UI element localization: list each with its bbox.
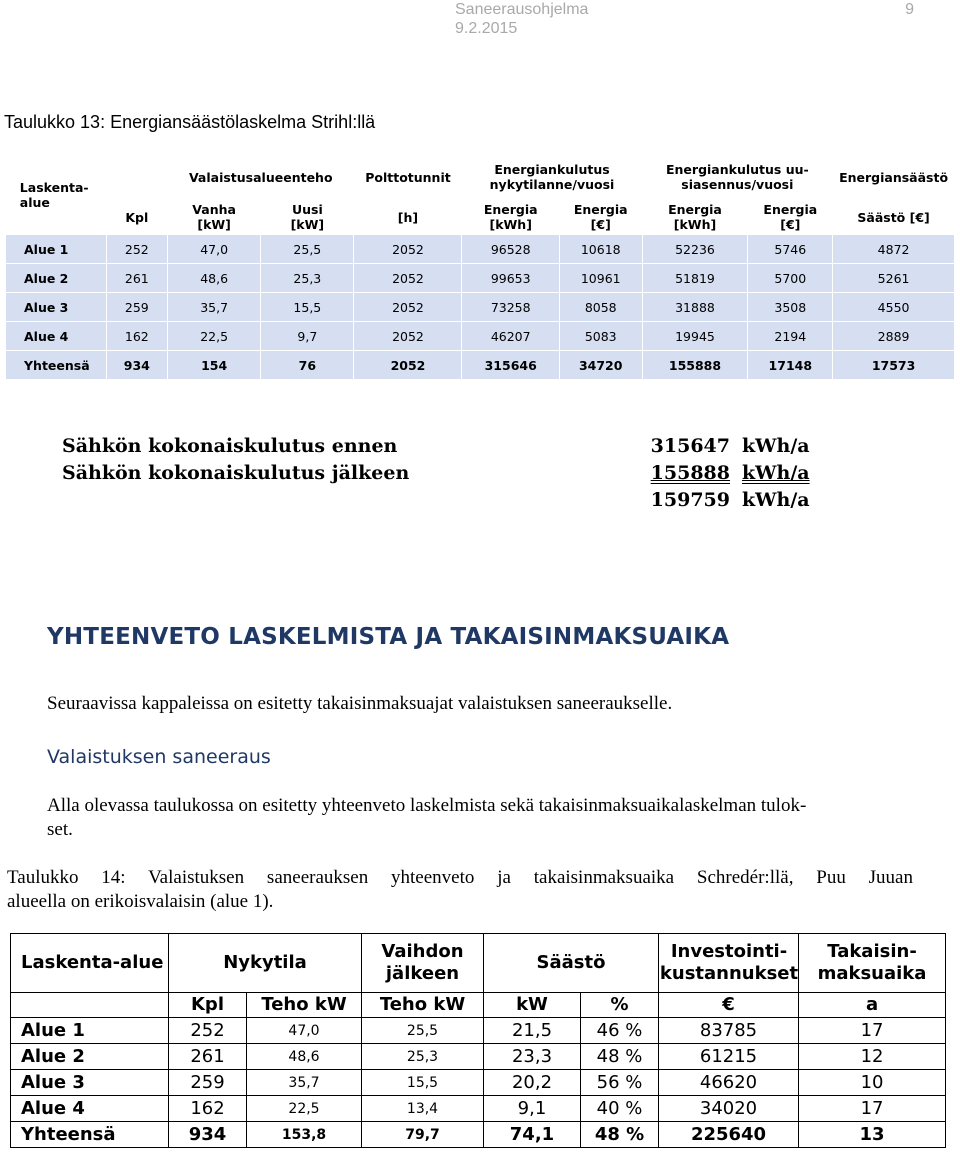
col-header-investment: Investointi-kustannukset xyxy=(659,934,799,993)
subheader-new-kw: Uusi [kW] xyxy=(261,200,354,235)
summary-diff-value: 159759 xyxy=(650,489,730,511)
unit-kw: kW xyxy=(484,993,581,1018)
unit-power-after: Teho kW xyxy=(362,993,484,1018)
summary-before-label: Sähkön kokonaiskulutus ennen xyxy=(62,435,398,457)
intro-paragraph: Seuraavissa kappaleissa on esitetty takaisinmaksuajat valaistuksen saneeraukselle. xyxy=(47,693,673,714)
table-total-row: Yhteensä 934 153,8 79,7 74,1 48 % 225640 13 xyxy=(11,1122,946,1148)
col-header-new: Energiankulutus uu-siasennus/vuosi xyxy=(642,155,833,200)
unit-percent: % xyxy=(581,993,659,1018)
table-row: Alue 3 259 35,7 15,5 20,2 56 % 46620 10 xyxy=(11,1070,946,1096)
col-header-saving: Säästö xyxy=(484,934,659,993)
col-header-hours: Polttotunnit xyxy=(354,155,462,200)
subheader-kpl: Kpl xyxy=(106,200,167,235)
summary-before-value: 315647 xyxy=(650,435,730,457)
document-date: 9.2.2015 xyxy=(455,20,518,37)
subheader-eur-new: Energia [€] xyxy=(748,200,833,235)
col-header-area: Laskenta-alue xyxy=(11,934,169,993)
unit-kpl: Kpl xyxy=(169,993,247,1018)
col-header-after: Vaihdon jälkeen xyxy=(362,934,484,993)
col-header-now: Energiankulutus nykytilanne/vuosi xyxy=(462,155,642,200)
col-header-saving: Energiansäästö xyxy=(833,155,955,200)
unit-euro: € xyxy=(659,993,799,1018)
subsection-heading: Valaistuksen saneeraus xyxy=(47,746,271,768)
energy-savings-table xyxy=(5,154,955,380)
table-row: Alue 1 252 47,0 25,5 2052 96528 10618 52236 5746 4872 xyxy=(6,235,955,264)
subheader-kwh-new: Energia [kWh] xyxy=(642,200,748,235)
col-header-power: Valaistusalueenteho xyxy=(168,155,354,200)
payback-table xyxy=(10,933,946,1148)
summary-unit: kWh/a xyxy=(742,489,810,511)
subheader-old-kw: Vanha [kW] xyxy=(168,200,261,235)
table13-caption: Taulukko 13: Energiansäästölaskelma Strihl:llä xyxy=(4,112,376,132)
col-header-now: Nykytila xyxy=(169,934,362,993)
page-number: 9 xyxy=(905,1,914,18)
summary-paragraph-line1: Alla olevassa taulukossa on esitetty yhteenveto laskelmista sekä takaisinmaksuaikalaskelman tulok- xyxy=(47,795,807,816)
subheader-hours: [h] xyxy=(354,200,462,235)
table14-caption-line2: alueella on erikoisvalaisin (alue 1). xyxy=(7,891,274,912)
document-title: Saneerausohjelma xyxy=(455,1,589,18)
unit-years: a xyxy=(799,993,946,1018)
col-header-area: Laskenta-alue xyxy=(6,155,107,235)
table-row: Alue 3 259 35,7 15,5 2052 73258 8058 31888 3508 4550 xyxy=(6,293,955,322)
summary-after-label: Sähkön kokonaiskulutus jälkeen xyxy=(62,462,410,484)
subheader-saving-eur: Säästö [€] xyxy=(833,200,955,235)
unit-power-now: Teho kW xyxy=(247,993,362,1018)
subheader-eur-now: Energia [€] xyxy=(559,200,642,235)
table-total-row: Yhteensä 934 154 76 2052 315646 34720 155888 17148 17573 xyxy=(6,351,955,380)
summary-unit: kWh/a xyxy=(742,462,810,484)
section-heading: YHTEENVETO LASKELMISTA JA TAKAISINMAKSUAIKA xyxy=(47,624,730,650)
col-header-payback: Takaisin-maksuaika xyxy=(799,934,946,993)
table-row: Alue 2 261 48,6 25,3 2052 99653 10961 51819 5700 5261 xyxy=(6,264,955,293)
table-row: Alue 2 261 48,6 25,3 23,3 48 % 61215 12 xyxy=(11,1044,946,1070)
subheader-kwh-now: Energia [kWh] xyxy=(462,200,559,235)
table-row: Alue 1 252 47,0 25,5 21,5 46 % 83785 17 xyxy=(11,1018,946,1044)
table-row: Alue 4 162 22,5 9,7 2052 46207 5083 19945 2194 2889 xyxy=(6,322,955,351)
table14-caption-line1: Taulukko 14: Valaistuksen saneerauksen yhteenveto ja takaisinmaksuaika Schredér:llä, Puu Juuan xyxy=(7,867,913,888)
summary-unit: kWh/a xyxy=(742,435,810,457)
table-row: Alue 4 162 22,5 13,4 9,1 40 % 34020 17 xyxy=(11,1096,946,1122)
summary-paragraph-line2: set. xyxy=(47,819,73,840)
summary-after-value: 155888 xyxy=(650,462,730,484)
